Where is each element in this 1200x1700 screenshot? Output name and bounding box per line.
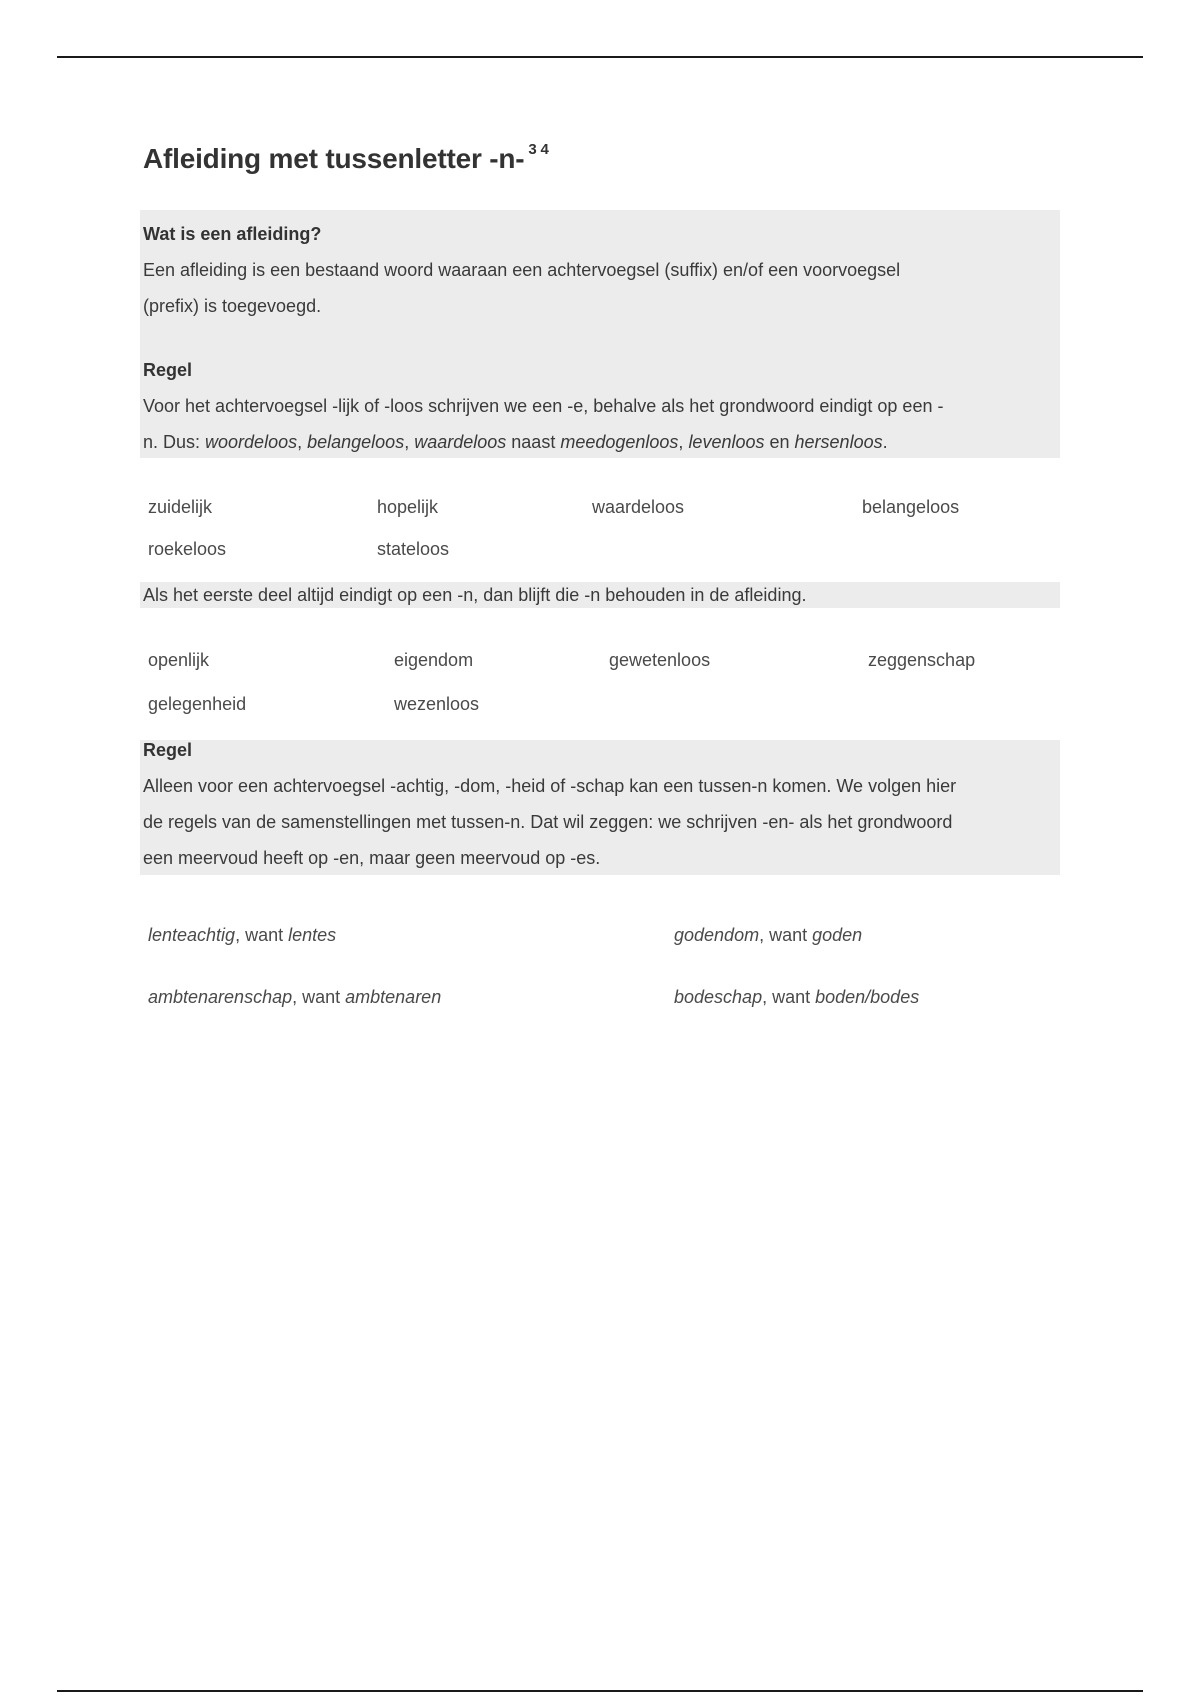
footer-rule xyxy=(57,1690,1143,1692)
word-item: roekeloos xyxy=(148,539,227,559)
definition-box xyxy=(140,210,1060,458)
rule2-text-line-1: Alleen voor een achtervoegsel -achtig, -dom, -heid of -schap kan een tussen-n komen. We volgen hier xyxy=(143,776,957,796)
definition-heading: Wat is een afleiding? xyxy=(143,224,322,244)
example-item: lenteachtig, want lentes xyxy=(148,925,337,945)
word-item: hopelijk xyxy=(377,497,439,517)
rule-box-2 xyxy=(140,740,1060,875)
header-rule xyxy=(57,56,1143,58)
word-item: zeggenschap xyxy=(868,650,976,670)
word-item: openlijk xyxy=(148,650,210,670)
note-text: Als het eerste deel altijd eindigt op een -n, dan blijft die -n behouden in de afleiding. xyxy=(143,585,807,605)
definition-text-line-1: Een afleiding is een bestaand woord waaraan een achtervoegsel (suffix) en/of een voorvoegsel xyxy=(143,260,901,280)
rule2-text-line-3: een meervoud heeft op -en, maar geen meervoud op -es. xyxy=(143,848,601,868)
word-item: eigendom xyxy=(394,650,474,670)
rule2-text-line-2: de regels van de samenstellingen met tussen-n. Dat wil zeggen: we schrijven -en- als het grondwoord xyxy=(143,812,953,832)
word-item: stateloos xyxy=(377,539,450,559)
example-item: ambtenarenschap, want ambtenaren xyxy=(148,987,442,1007)
rule-text-line-2: n. Dus: woordeloos, belangeloos, waardeloos naast meedogenloos, levenloos en hersenloos. xyxy=(143,432,888,452)
rule-text-line-1: Voor het achtervoegsel -lijk of -loos schrijven we een -e, behalve als het grondwoord eindigt op een - xyxy=(143,396,944,416)
word-item: gelegenheid xyxy=(148,694,247,714)
rule-heading-2: Regel xyxy=(143,740,193,760)
word-item: wezenloos xyxy=(394,694,480,714)
word-item: waardeloos xyxy=(592,497,685,517)
note-box xyxy=(140,582,1060,608)
rule-heading-1: Regel xyxy=(143,360,193,380)
word-item: zuidelijk xyxy=(148,497,213,517)
definition-text-line-2: (prefix) is toegevoegd. xyxy=(143,296,322,316)
example-item: bodeschap, want boden/bodes xyxy=(674,987,920,1007)
word-item: belangeloos xyxy=(862,497,960,517)
footnote-refs: 3 4 xyxy=(528,140,549,158)
page-title: Afleiding met tussenletter -n- $^{3 4}$ xyxy=(143,140,549,174)
example-item: godendom, want goden xyxy=(674,925,863,945)
word-item: gewetenloos xyxy=(609,650,711,670)
